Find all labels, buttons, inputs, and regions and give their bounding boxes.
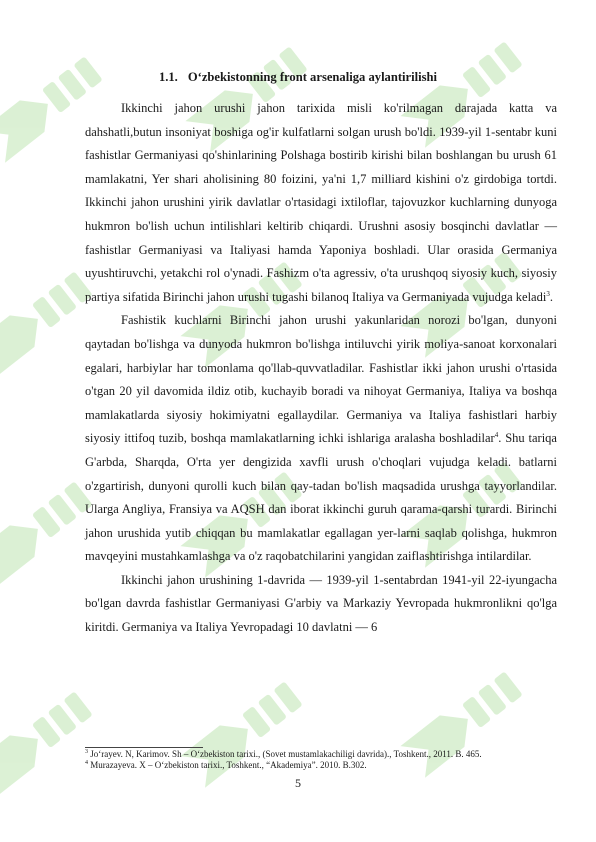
footnote-item: $^3$ Jo‘rayev. N, Karimov. Sh – O‘zbekiston tarixi., (Sovet mustamlakachiligi davrida)., Toshkent., 2011. B. 465. [85, 749, 482, 759]
footnote-ref-4[interactable]: 4 [494, 431, 499, 440]
section-heading [0, 70, 596, 85]
paragraph-1: Ikkinchi jahon urushi jahon tarixida misli ko'rilmagan darajada katta va dahshatli,butun insoniyat boshiga og'ir kulfatlarni solgan urush bo'ldi. 1939-yil 1-sentabr kuni fashistlar Germaniyasi qo'shinlarining Polshaga bostirib kirishi bilan boshlangan bu urush 61 mamlakatni, Yer shari aholisining 80 foizini, ya'ni 1,7 milliard kishini o'z girdobiga tortdi. Ikkinchi jahon urushini yirik davlatlar o'rtasidagi ixtiloflar, tajovuzkor kuchlarning dunyoga hukmron bo'lish uchun intilishlari keltirib chiqardi. Urushni asosiy bosqinchi davlatlar — fashistlar Germaniyasi va Italiyasi hamda Yaponiya boshladi. Ular orasida Germaniya uyushtiruvchi, yetakchi rol o'ynadi. Fashizm o'ta agressiv, o'ta urushqoq siyosiy kuch, siyosiy partiya sifatida Birinchi jahon urushi tugashi bilanoq Italiya va Germaniyada vujudga keladi$^3$. [85, 101, 557, 304]
page-number: 5 [295, 776, 301, 790]
footnotes [85, 749, 565, 770]
footnote-ref-3[interactable]: 3 [546, 289, 550, 298]
footnote-divider [85, 747, 203, 748]
section-number: 1.1. [158, 70, 178, 84]
body-text [85, 97, 557, 640]
paragraph-3: Ikkinchi jahon urushining 1-davrida — 1939-yil 1-sentabrdan 1941-yil 22-iyungacha bo'lgan davrda fashistlar Germaniyasi G'arbiy va Markaziy Yevropada hukmronlikni qo'lga kiritdi. Germaniya va Italiya Yevropadagi 10 davlatni — 6 [85, 572, 557, 635]
footnote-item: $^4$ Murazayeva. X – O‘zbekiston tarixi., Toshkent., “Akademiya”. 2010. B.302. [85, 759, 367, 770]
paragraph-2: Fashistik kuchlarni Birinchi jahon urushi yakunlaridan norozi bo'lgan, dunyoni qaytadan bo'lishga va dunyoda hukmron bo'lishga intiluvchi yirik moliya-sanoat korxonalari egalari, harbiylar har tomonlama qo'llab-quvvatladilar. Fashistlar ikki jahon urushi o'rtasida o'tgan 20 yil davomida ildiz otib, kuchayib boradi va nihoyat Germaniya, Italiya va boshqa mamlakatlarda siyosiy hokimiyatni egallaydilar. Germaniya va Italiya fashistlari harbiy siyosiy ittifoq tuzib, boshqa mamlakatlarning ichki ishlariga aralasha boshladilar$^4$. Shu tariqa G'arbda, Sharqda, O'rta yer dengizida xavfli urush o'choqlari vujudga keladi. batlarni o'zgartirish, dunyoni qurolli kuch bilan qay-tadan bo'lish maqsadida urushga tayyorlandilar. Ularga Angliya, Fransiya va AQSH dan iborat ikkinchi guruh qarama-qarshi turardi. Birinchi jahon urushida yutib chiqqan bu mamlakatlar egallagan yer-larni saqlab qolishga, hukmron mavqeyini mustahkamlashga va o'z raqobatchilarini yangidan zaiflashtirishga intilardilar. [85, 313, 557, 564]
section-title: O‘zbekistonning front arsenaliga aylantirilishi [187, 70, 438, 84]
